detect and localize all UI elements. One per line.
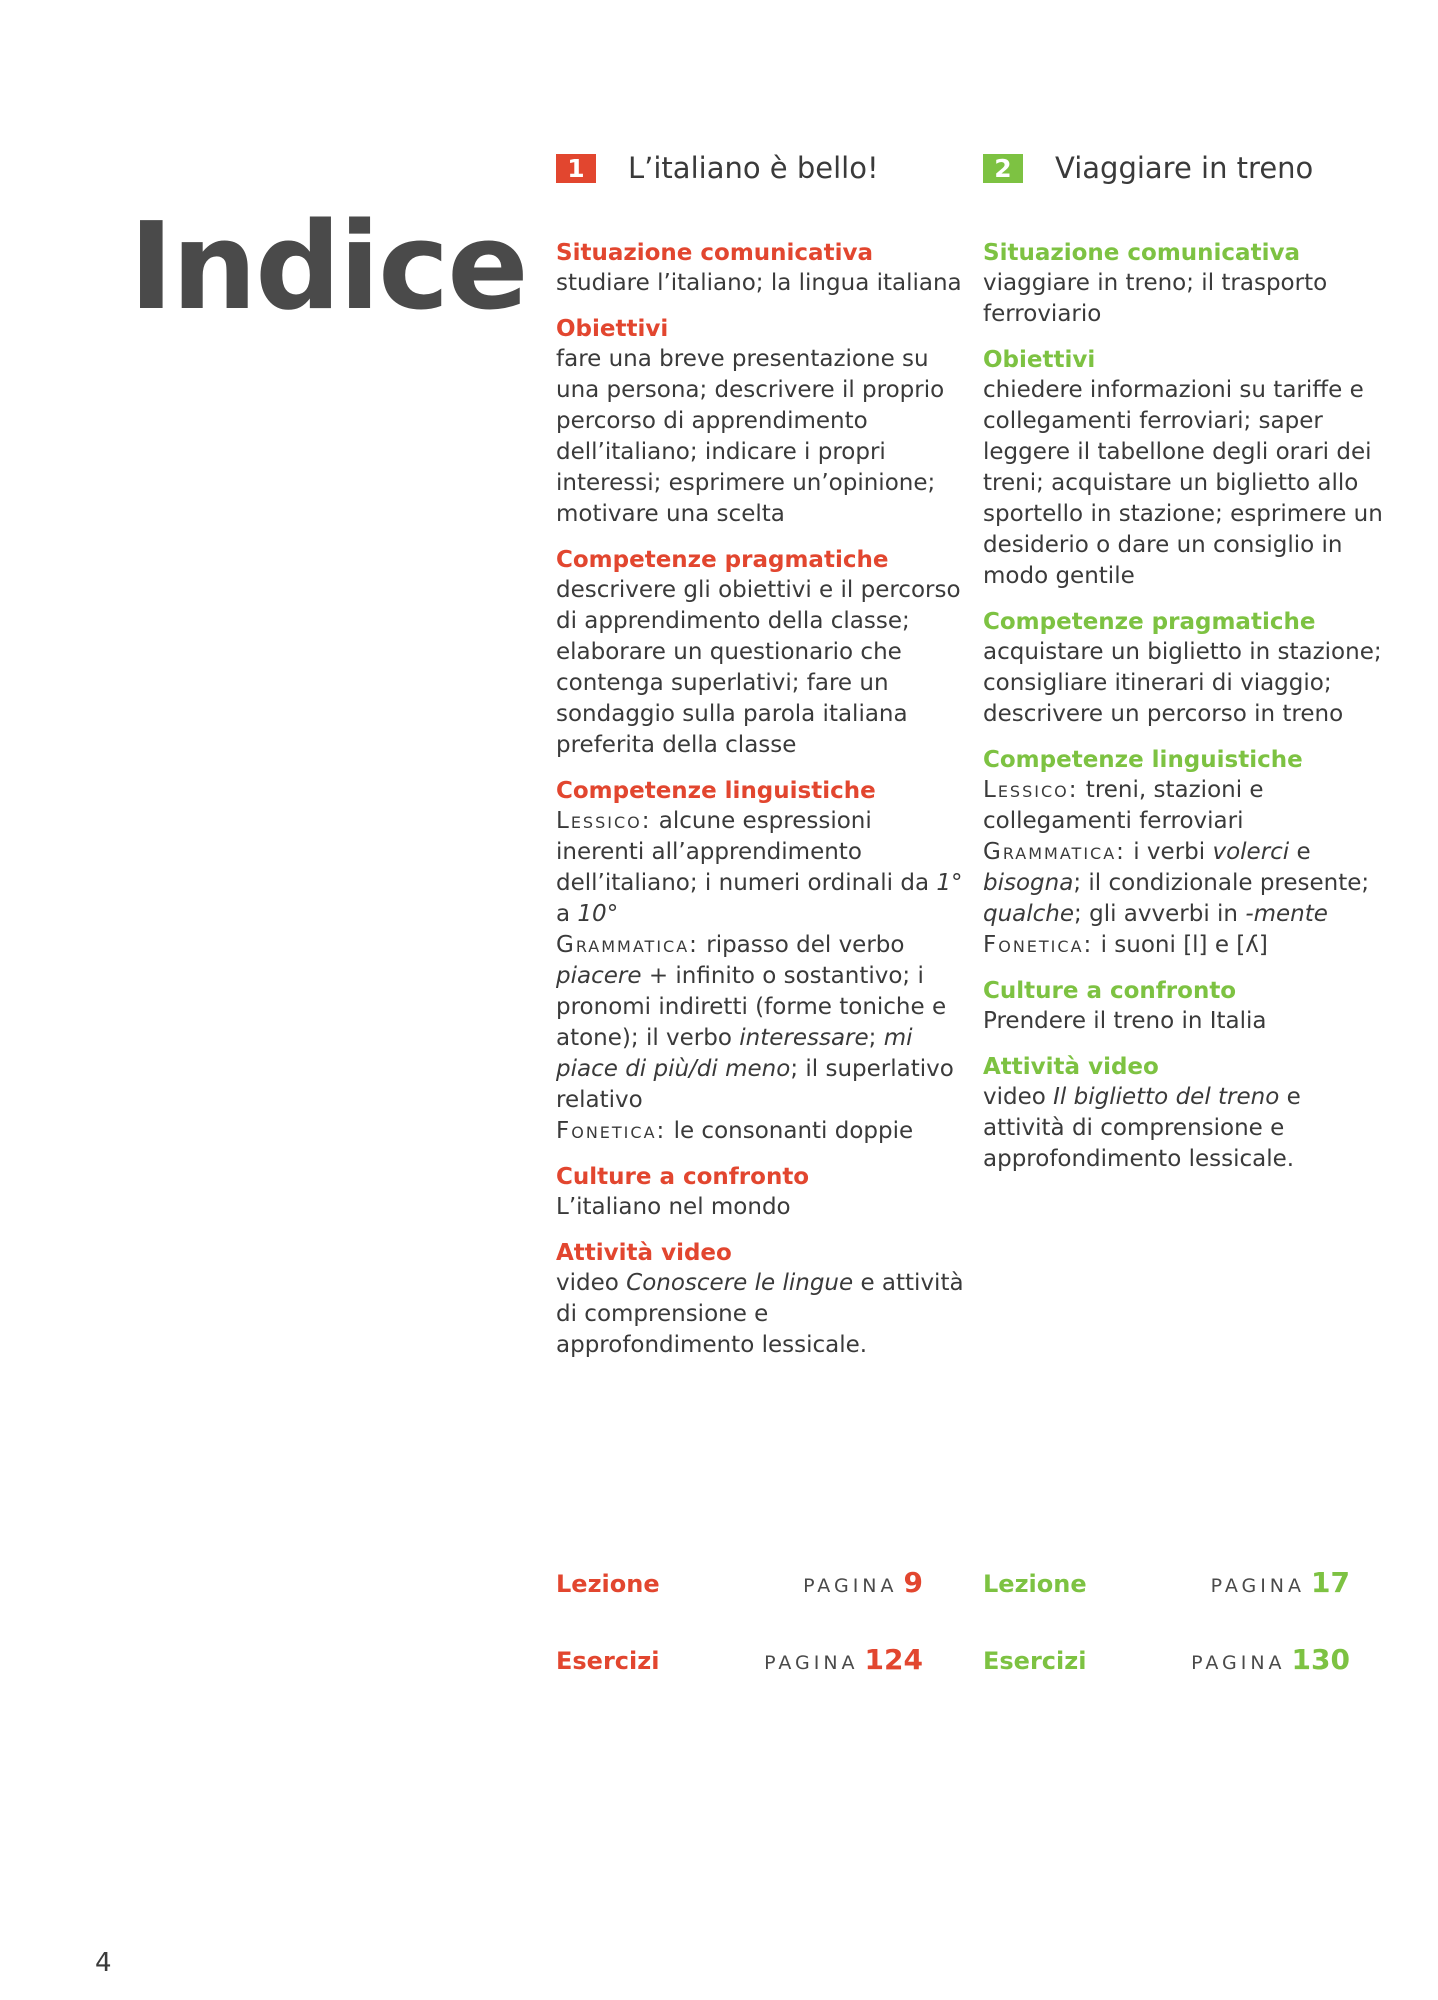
section-heading: Attività video	[556, 1240, 732, 1266]
section-heading: Competenze linguistiche	[983, 747, 1303, 773]
section-pragmatiche	[556, 545, 966, 761]
page-number: 4	[95, 1948, 112, 1978]
unit-1-header	[556, 146, 966, 190]
section-heading: Situazione comunicativa	[556, 240, 873, 266]
section-heading: Culture a confronto	[556, 1164, 810, 1190]
grammatica-italic: qualche	[983, 901, 1075, 927]
section-text: studiare l’italiano; la lingua italiana	[556, 270, 962, 296]
pagina-word: PAGINA	[803, 1575, 898, 1597]
lessico-to-word: a	[556, 901, 571, 927]
pagina-word: PAGINA	[1191, 1652, 1286, 1674]
esercizi-label: Esercizi	[983, 1647, 1087, 1675]
unit-number-badge: 1	[556, 154, 596, 183]
video-text: video	[556, 1270, 619, 1296]
section-linguistiche	[983, 745, 1383, 961]
grammatica-italic: volerci	[1212, 839, 1290, 865]
grammatica-text: ; gli avverbi in	[1074, 901, 1238, 927]
lessico-line	[983, 775, 1383, 837]
page-number-ref: 124	[864, 1643, 923, 1676]
lezione-label: Lezione	[556, 1570, 660, 1598]
grammatica-italic: -mente	[1245, 901, 1328, 927]
section-obiettivi	[983, 345, 1383, 592]
video-text: e attività di comprensione e approfondimento lessicale.	[556, 1270, 964, 1358]
section-heading: Competenze pragmatiche	[983, 609, 1316, 635]
section-situazione	[556, 238, 966, 299]
unit-2-column	[983, 146, 1383, 1190]
unit-2-esercizi-ref[interactable]	[983, 1643, 1350, 1676]
unit-number-badge: 2	[983, 154, 1023, 183]
lessico-text: alcune espressioni inerenti all’apprendimento dell’italiano; i numeri ordinali da	[556, 808, 930, 896]
fonetica-label: Fonetica:	[983, 932, 1094, 958]
section-text: descrivere gli obiettivi e il percorso di apprendimento della classe; elaborare un questionario che contenga superlativi; fare un sondaggio sulla parola italiana preferita della classe	[556, 577, 961, 758]
unit-2-lezione-ref[interactable]	[983, 1566, 1350, 1599]
section-text: chiedere informazioni su tariffe e collegamenti ferroviari; saper leggere il tabellone degli orari dei treni; acquistare un biglietto allo sportello in stazione; esprimere un desiderio o dare un consiglio in modo gentile	[983, 377, 1383, 589]
unit-1-column	[556, 146, 966, 1376]
grammatica-italic: interessare	[739, 1025, 869, 1051]
grammatica-italic: bisogna	[983, 870, 1074, 896]
fonetica-text: le consonanti doppie	[673, 1118, 914, 1144]
fonetica-line	[983, 930, 1383, 961]
lessico-line	[556, 806, 966, 930]
section-culture	[983, 976, 1383, 1037]
fonetica-text: i suoni [l] e [ʎ]	[1100, 932, 1268, 958]
section-text: acquistare un biglietto in stazione; consigliare itinerari di viaggio; descrivere un percorso in treno	[983, 639, 1382, 727]
section-linguistiche	[556, 776, 966, 1147]
section-heading: Competenze linguistiche	[556, 778, 876, 804]
section-obiettivi	[556, 314, 966, 530]
grammatica-italic: mi piace di più/di meno	[556, 1025, 913, 1082]
section-text: viaggiare in treno; il trasporto ferroviario	[983, 270, 1328, 327]
video-title: Conoscere le lingue	[626, 1270, 854, 1296]
unit-2-header	[983, 146, 1383, 190]
section-video	[556, 1238, 966, 1361]
page-title: Indice	[129, 198, 527, 337]
section-text	[556, 1268, 966, 1361]
fonetica-label: Fonetica:	[556, 1118, 667, 1144]
grammatica-text: ripasso del verbo	[706, 932, 905, 958]
section-culture	[556, 1162, 966, 1223]
grammatica-line	[556, 930, 966, 1116]
grammatica-italic: piacere	[556, 963, 642, 989]
grammatica-text: ; il condizionale presente;	[1073, 870, 1370, 896]
video-title: Il biglietto del treno	[1053, 1084, 1280, 1110]
section-heading: Competenze pragmatiche	[556, 547, 889, 573]
lessico-text: treni, stazioni e collegamenti ferroviari	[983, 777, 1264, 834]
page-number-ref: 17	[1311, 1566, 1350, 1599]
section-text: L’italiano nel mondo	[556, 1194, 791, 1220]
unit-1-esercizi-ref[interactable]	[556, 1643, 923, 1676]
lessico-label: Lessico:	[556, 808, 652, 834]
unit-title: Viaggiare in treno	[1055, 151, 1314, 185]
grammatica-text: ; il superlativo relativo	[556, 1056, 954, 1113]
unit-title: L’italiano è bello!	[628, 151, 879, 185]
section-heading: Obiettivi	[556, 316, 669, 342]
fonetica-line	[556, 1116, 966, 1147]
grammatica-text: i verbi	[1133, 839, 1206, 865]
section-pragmatiche	[983, 607, 1383, 730]
unit-1-lezione-ref[interactable]	[556, 1566, 923, 1599]
lessico-to: 10°	[577, 901, 619, 927]
video-text: e attività di comprensione e approfondimento lessicale.	[983, 1084, 1301, 1172]
lessico-from: 1°	[936, 870, 963, 896]
page-number-ref: 9	[903, 1566, 923, 1599]
section-heading: Attività video	[983, 1054, 1159, 1080]
video-text: video	[983, 1084, 1046, 1110]
esercizi-label: Esercizi	[556, 1647, 660, 1675]
pagina-word: PAGINA	[1210, 1575, 1306, 1597]
section-heading: Situazione comunicativa	[983, 240, 1300, 266]
section-text	[983, 1082, 1383, 1175]
section-video	[983, 1052, 1383, 1175]
section-text: fare una breve presentazione su una persona; descrivere il proprio percorso di apprendimento dell’italiano; indicare i propri interessi; esprimere un’opinione; motivare una scelta	[556, 346, 945, 527]
grammatica-text: ;	[868, 1025, 877, 1051]
page-number-ref: 130	[1291, 1643, 1350, 1676]
section-heading: Culture a confronto	[983, 978, 1237, 1004]
section-heading: Obiettivi	[983, 347, 1096, 373]
grammatica-text: + infinito o sostantivo; i pronomi indiretti (forme toniche e atone); il verbo	[556, 963, 947, 1051]
lessico-label: Lessico:	[983, 777, 1079, 803]
section-text: Prendere il treno in Italia	[983, 1008, 1267, 1034]
lezione-label: Lezione	[983, 1570, 1087, 1598]
grammatica-label: Grammatica:	[556, 932, 699, 958]
section-situazione	[983, 238, 1383, 330]
grammatica-text: e	[1296, 839, 1311, 865]
grammatica-line	[983, 837, 1383, 930]
grammatica-label: Grammatica:	[983, 839, 1126, 865]
pagina-word: PAGINA	[764, 1652, 859, 1674]
